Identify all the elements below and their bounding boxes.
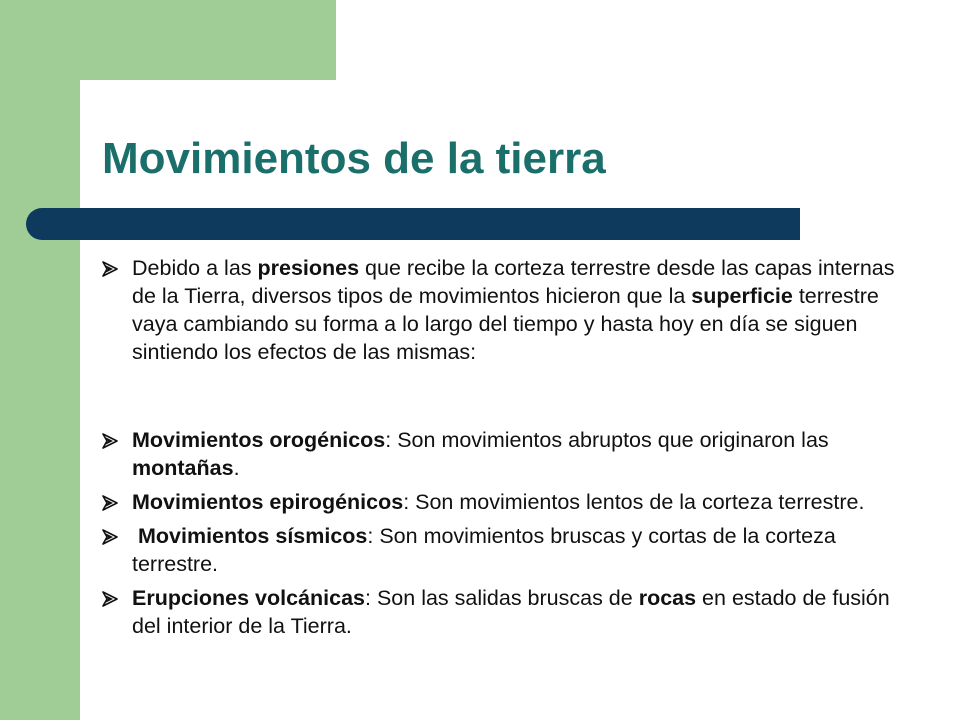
- arrowhead-bullet-icon: [102, 584, 126, 612]
- orogenicos-text-2: .: [233, 456, 240, 480]
- decorative-green-header: [0, 0, 336, 80]
- orogenicos-bold-montanas: montañas: [132, 456, 234, 480]
- intro-text-3: terrestre vaya cambiando su forma a lo largo del tiempo y hasta hoy en día se siguen sintiendo los efectos de las mismas:: [132, 284, 879, 364]
- sismicos-term: Movimientos sísmicos: [137, 524, 368, 548]
- bullet-epirogenicos: [96, 488, 896, 516]
- erupciones-text-2: en estado de fusión del interior de la Tierra.: [132, 586, 890, 638]
- arrowhead-bullet-icon: [102, 254, 126, 282]
- bullet-intro: [96, 254, 896, 366]
- epirogenicos-term: Movimientos epirogénicos: [132, 490, 404, 514]
- intro-bold-presiones: presiones: [257, 256, 360, 280]
- orogenicos-text-1: : Son movimientos abruptos que originaron las: [385, 428, 829, 452]
- erupciones-term: Erupciones volcánicas: [132, 586, 366, 610]
- intro-text-1: Debido a las: [132, 256, 258, 280]
- decorative-green-sidebar: [0, 0, 80, 720]
- title-underline-bar: [26, 208, 800, 240]
- intro-text-2: que recibe la corteza terrestre desde las capas internas de la Tierra, diversos tipos de movimientos hicieron que la: [132, 256, 895, 308]
- intro-bold-superficie: superficie: [691, 284, 793, 308]
- orogenicos-term: Movimientos orogénicos: [132, 428, 386, 452]
- epirogenicos-text-1: : Son movimientos lentos de la corteza terrestre.: [403, 490, 865, 514]
- bullet-erupciones: [96, 584, 896, 640]
- bullet-sismicos: [96, 522, 896, 578]
- arrowhead-bullet-icon: [102, 522, 126, 550]
- arrowhead-bullet-icon: [102, 426, 126, 454]
- erupciones-bold-rocas: rocas: [638, 586, 697, 610]
- arrowhead-bullet-icon: [102, 488, 126, 516]
- slide-content: [96, 254, 896, 640]
- sismicos-text-1: : Son movimientos bruscas y cortas de la corteza terrestre.: [132, 524, 836, 576]
- erupciones-text-1: : Son las salidas bruscas de: [365, 586, 639, 610]
- slide-title: Movimientos de la tierra: [102, 134, 606, 183]
- bullet-orogenicos: [96, 426, 896, 482]
